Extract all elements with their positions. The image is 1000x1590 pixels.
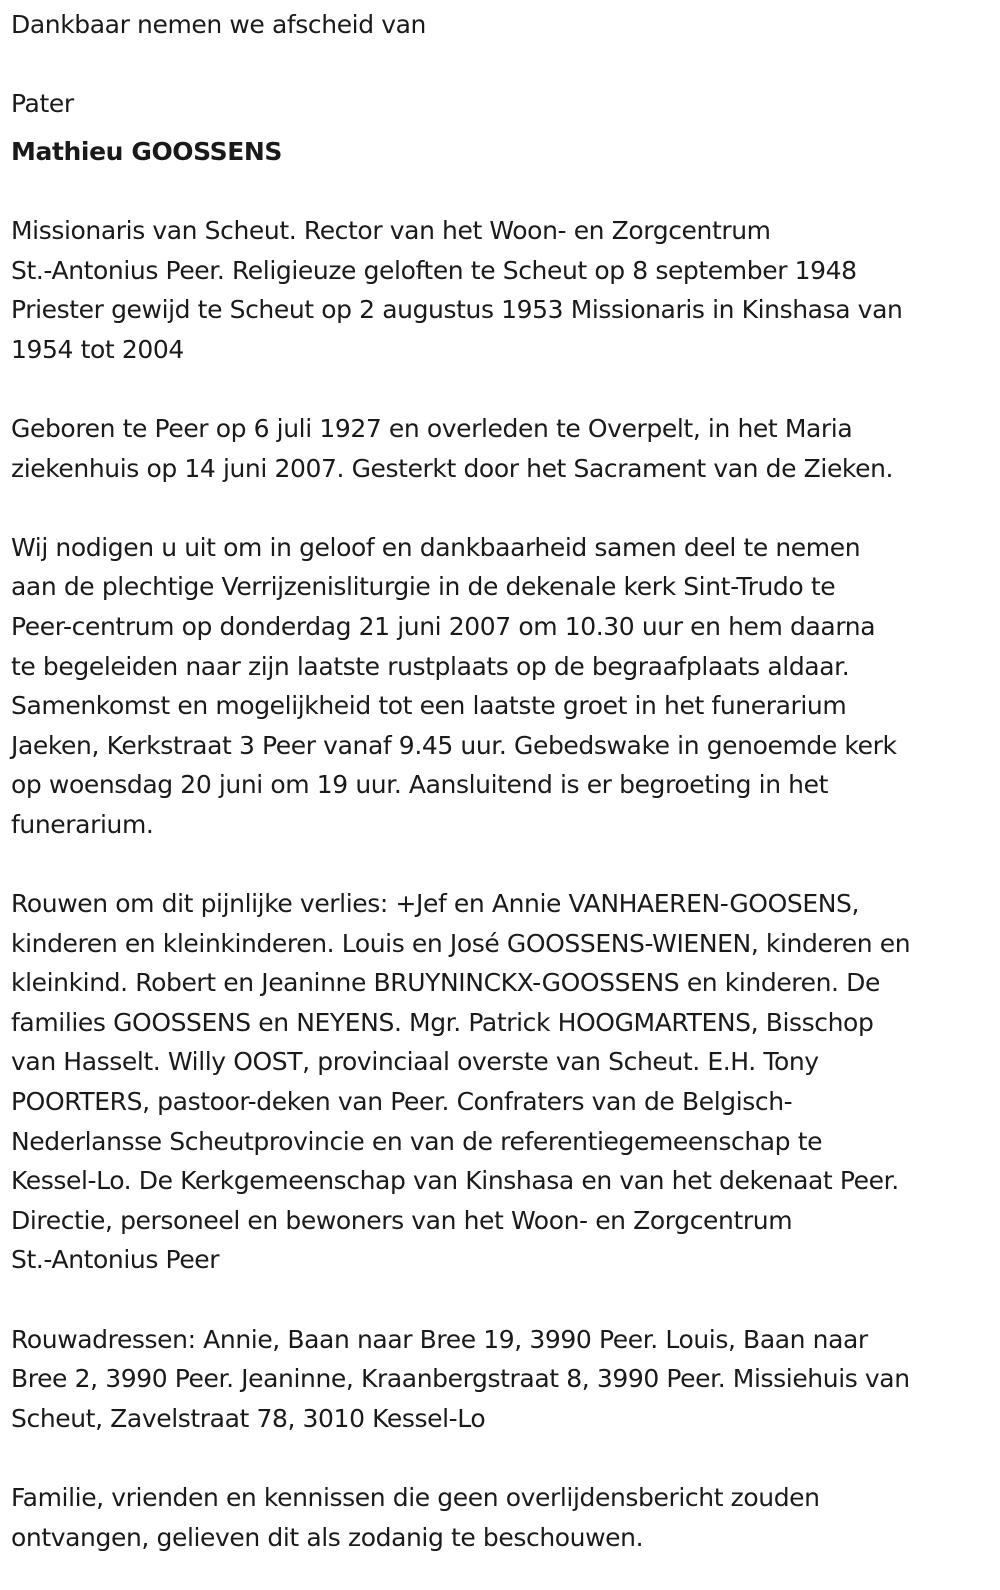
ceremony-line: Jaeken, Kerkstraat 3 Peer vanaf 9.45 uur. Gebedswake in genoemde kerk [11, 730, 897, 760]
deceased-title: Pater [11, 89, 74, 119]
ceremony-paragraph [11, 528, 986, 845]
career-line: 1954 tot 2004 [11, 334, 184, 364]
death-notice [11, 5, 986, 1557]
addresses-line: Scheut, Zavelstraat 78, 3010 Kessel-Lo [11, 1403, 486, 1433]
career-paragraph [11, 211, 986, 369]
birth-death-paragraph [11, 409, 986, 488]
deceased-name: Mathieu GOOSSENS [11, 136, 283, 166]
career-line: Missionaris van Scheut. Rector van het Woon- en Zorgcentrum [11, 215, 771, 245]
mourners-line: POORTERS, pastoor-deken van Peer. Confraters van de Belgisch- [11, 1087, 793, 1117]
mourners-line: St.-Antonius Peer [11, 1245, 220, 1275]
closing-paragraph [11, 1478, 986, 1557]
mourners-line: Rouwen om dit pijnlijke verlies: +Jef en Annie VANHAEREN-GOOSENS, [11, 889, 860, 919]
mourners-line: kleinkind. Robert en Jeaninne BRUYNINCKX-GOOSSENS en kinderen. De [11, 968, 880, 998]
mourners-line: families GOOSSENS en NEYENS. Mgr. Patrick HOOGMARTENS, Bisschop [11, 1007, 874, 1037]
mourners-paragraph [11, 884, 986, 1280]
ceremony-line: funerarium. [11, 809, 154, 839]
addresses-paragraph [11, 1320, 986, 1439]
addresses-line: Bree 2, 3990 Peer. Jeaninne, Kraanbergstraat 8, 3990 Peer. Missiehuis van [11, 1364, 910, 1394]
birth-death-line: Geboren te Peer op 6 juli 1927 en overleden te Overpelt, in het Maria [11, 413, 853, 443]
mourners-line: Nederlansse Scheutprovincie en van de referentiegemeenschap te [11, 1126, 823, 1156]
ceremony-line: Peer-centrum op donderdag 21 juni 2007 om 10.30 uur en hem daarna [11, 611, 876, 641]
mourners-line: kinderen en kleinkinderen. Louis en José GOOSSENS-WIENEN, kinderen en [11, 928, 911, 958]
career-line: Priester gewijd te Scheut op 2 augustus 1953 Missionaris in Kinshasa van [11, 295, 903, 325]
intro-line: Dankbaar nemen we afscheid van [11, 10, 426, 39]
career-line: St.-Antonius Peer. Religieuze geloften te Scheut op 8 september 1948 [11, 255, 857, 285]
ceremony-line: Samenkomst en mogelijkheid tot een laatste groet in het funerarium [11, 691, 847, 721]
ceremony-line: aan de plechtige Verrijzenisliturgie in de dekenale kerk Sint-Trudo te [11, 572, 836, 602]
mourners-line: Directie, personeel en bewoners van het Woon- en Zorgcentrum [11, 1205, 793, 1235]
ceremony-line: te begeleiden naar zijn laatste rustplaats op de begraafplaats aldaar. [11, 651, 850, 681]
addresses-line: Rouwadressen: Annie, Baan naar Bree 19, 3990 Peer. Louis, Baan naar [11, 1324, 868, 1354]
mourners-line: van Hasselt. Willy OOST, provinciaal overste van Scheut. E.H. Tony [11, 1047, 819, 1077]
ceremony-line: op woensdag 20 juni om 19 uur. Aansluitend is er begroeting in het [11, 770, 829, 800]
birth-death-line: ziekenhuis op 14 juni 2007. Gesterkt door het Sacrament van de Zieken. [11, 453, 894, 483]
closing-line: ontvangen, gelieven dit als zodanig te beschouwen. [11, 1522, 644, 1552]
mourners-line: Kessel-Lo. De Kerkgemeenschap van Kinshasa en van het dekenaat Peer. [11, 1166, 899, 1196]
closing-line: Familie, vrienden en kennissen die geen overlijdensbericht zouden [11, 1482, 820, 1512]
ceremony-line: Wij nodigen u uit om in geloof en dankbaarheid samen deel te nemen [11, 532, 861, 562]
